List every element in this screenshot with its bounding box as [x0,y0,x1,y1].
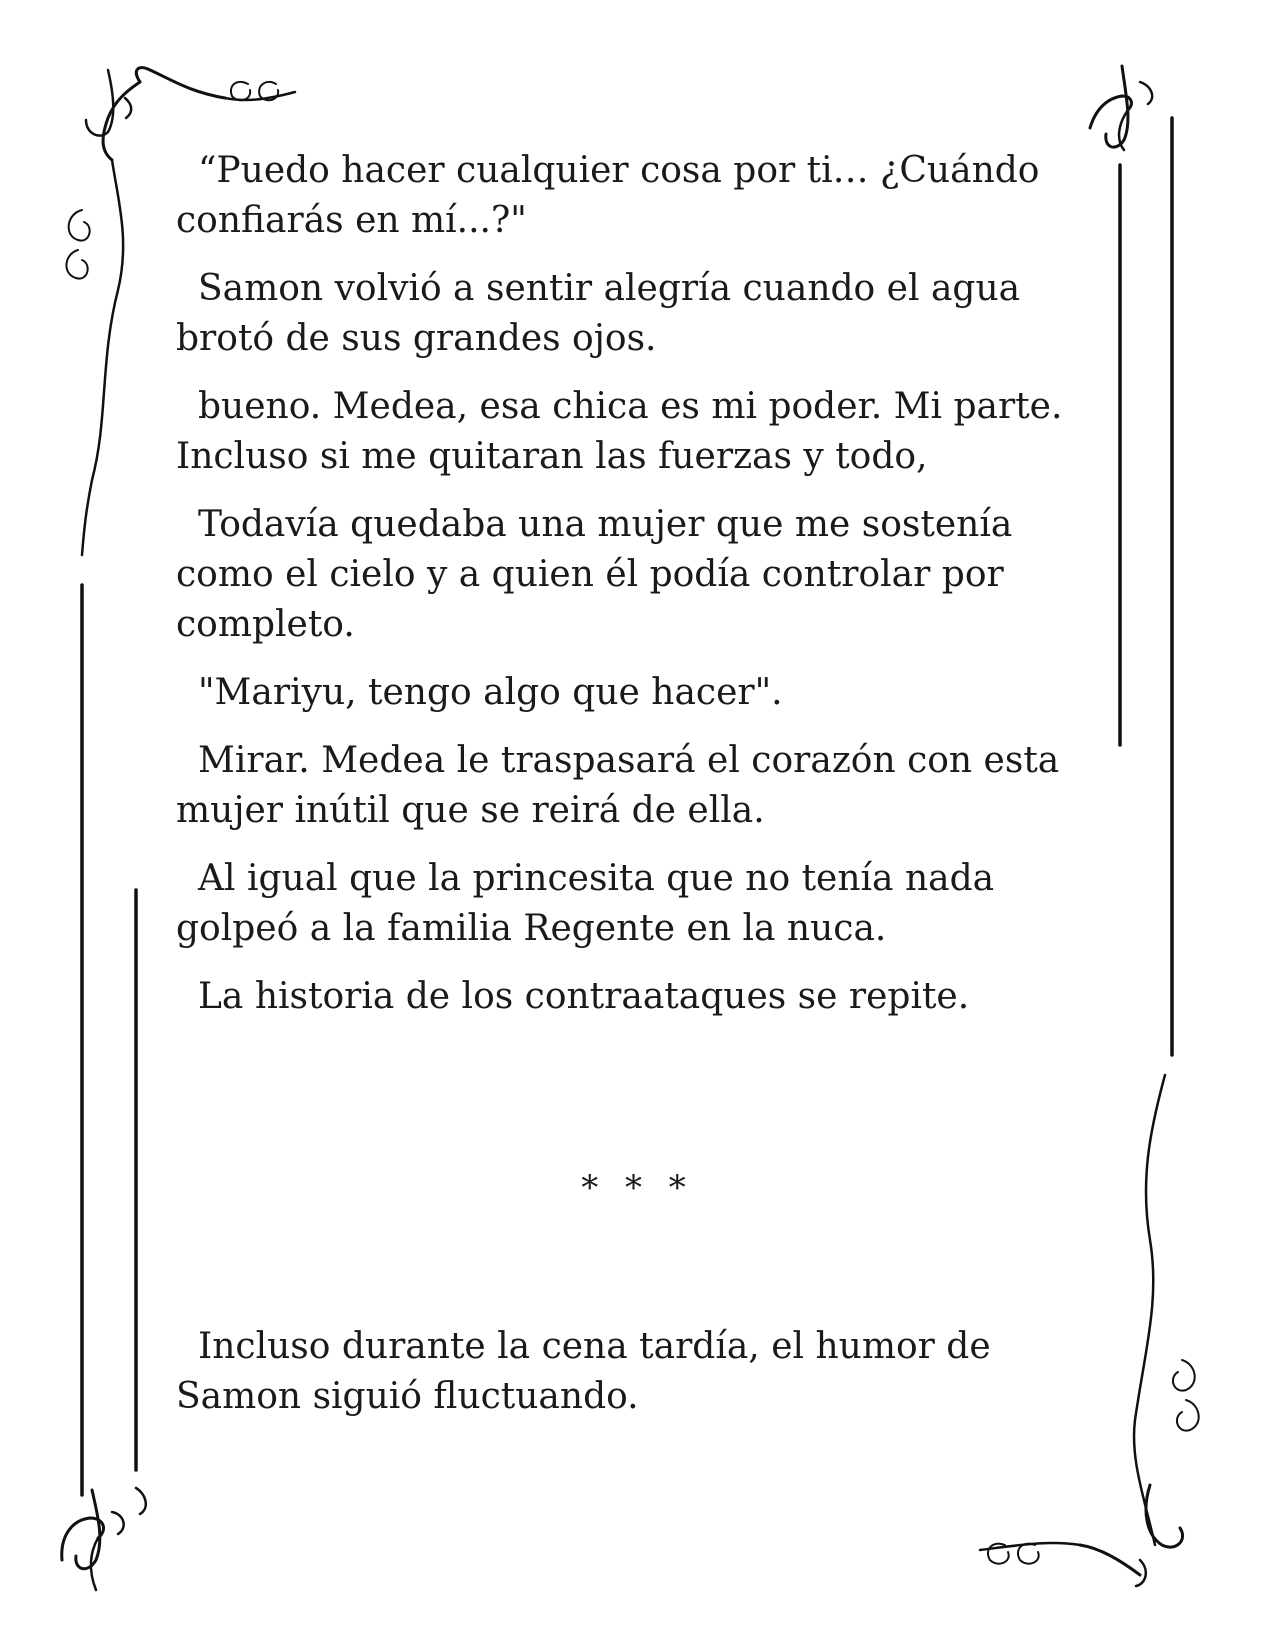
paragraph-3: bueno. Medea, esa chica es mi poder. Mi parte. Incluso si me quitaran las fuerzas y todo, [176,386,1063,477]
paragraph-6: Mirar. Medea le traspasará el corazón con esta mujer inútil que se reirá de ella. [176,740,1060,831]
scene-break: * * * [581,1168,694,1208]
paragraph-1: “Puedo hacer cualquier cosa por ti… ¿Cuándo confiarás en mí...?" [176,150,1040,241]
bottom-left-flourish-icon [62,1488,146,1590]
paragraph-5: "Mariyu, tengo algo que hacer". [198,672,783,713]
paragraph-8: La historia de los contraataques se repite. [198,976,970,1017]
paragraph-4: Todavía quedaba una mujer que me sostenía como el cielo y a quien él podía controlar por completo. [176,504,1013,645]
story-text [176,146,1106,1040]
paragraph-final: Incluso durante la cena tardía, el humor de Samon siguió fluctuando. [176,1326,991,1417]
paragraph-2: Samon volvió a sentir alegría cuando el agua brotó de sus grandes ojos. [176,268,1021,359]
paragraph-7: Al igual que la princesita que no tenía nada golpeó a la familia Regente en la nuca. [176,858,995,949]
final-paragraph-block [176,1322,1106,1440]
